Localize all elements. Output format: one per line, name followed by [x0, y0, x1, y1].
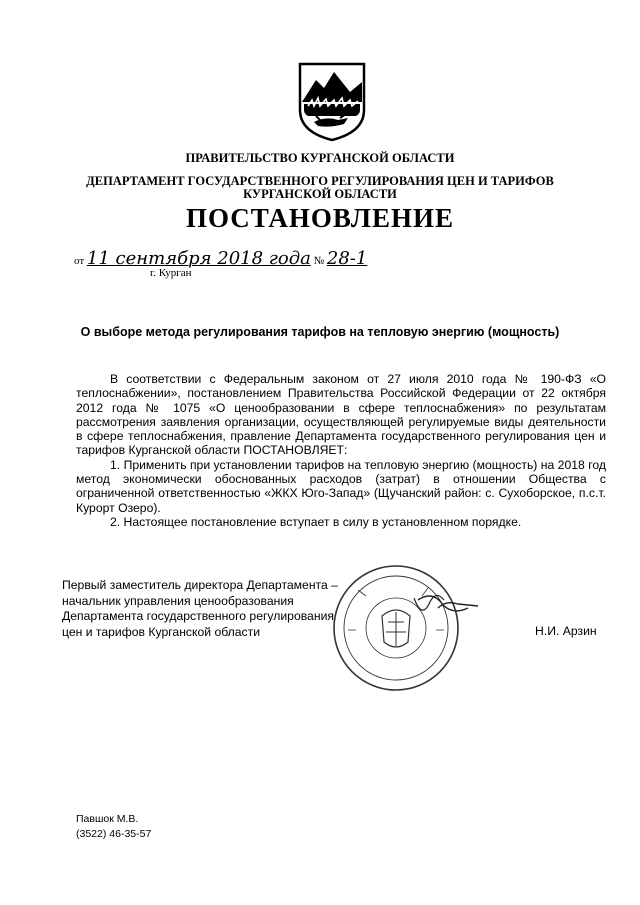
number-handwritten: 28-1: [326, 248, 368, 269]
signatory-position-line4: цен и тарифов Курганской области: [62, 624, 261, 639]
document-type-title: ПОСТАНОВЛЕНИЕ: [185, 203, 455, 233]
department-name-line1: ДЕПАРТАМЕНТ ГОСУДАРСТВЕННОГО РЕГУЛИРОВАНИЯ ЦЕН И ТАРИФОВ: [86, 174, 554, 188]
signatory-name: Н.И. Арзин: [535, 624, 597, 638]
government-name: ПРАВИТЕЛЬСТВО КУРГАНСКОЙ ОБЛАСТИ: [185, 151, 455, 165]
date-handwritten: 11 сентября 2018 года: [86, 248, 311, 269]
item-2-paragraph: 2. Настоящее постановление вступает в силу в установленном порядке.: [110, 514, 522, 529]
document-body: [76, 372, 606, 529]
document-subject: О выборе метода регулирования тарифов на тепловую энергию (мощность): [80, 325, 560, 339]
signatory-position-line2: начальник управления ценообразования: [62, 593, 294, 608]
item-1-paragraph: 1. Применить при установлении тарифов на тепловую энергию (мощность) на 2018 год метод экономически обоснованных расходов (затрат) в отношении Общества с ограниченной ответственностью «ЖКХ Юго-Запад» (Щучанский район: с. Сухоборское, п.с.т. Курорт Озеро).: [76, 457, 606, 515]
signatory-position-line1: Первый заместитель директора Департамента –: [62, 578, 338, 592]
department-name-line2: КУРГАНСКОЙ ОБЛАСТИ: [243, 187, 397, 201]
signatory-position: [62, 578, 382, 640]
coat-of-arms-icon: [296, 62, 368, 142]
date-from-label: от: [74, 255, 85, 267]
dateline: [74, 248, 374, 288]
signatory-position-line3: Департамента государственного регулирования: [62, 609, 334, 623]
contact-phone: (3522) 46-35-57: [76, 828, 152, 840]
contact-block: [76, 812, 151, 842]
number-label: №: [313, 255, 325, 267]
city-label: г. Курган: [150, 267, 192, 279]
contact-person: Павшок М.В.: [76, 813, 139, 825]
preamble-paragraph: В соответствии с Федеральным законом от 27 июля 2010 года № 190-ФЗ «О теплоснабжении», постановлением Правительства Российской Федерации от 22 октября 2012 года № 1075 «О ценообразовании в сфере теплоснабжения» по результатам рассмотрения заявления организации, осуществляющей регулируемые виды деятельности в сфере теплоснабжения, правление Департамента государственного регулирования цен и тарифов Курганской области ПОСТАНОВЛЯЕТ:: [76, 372, 606, 458]
